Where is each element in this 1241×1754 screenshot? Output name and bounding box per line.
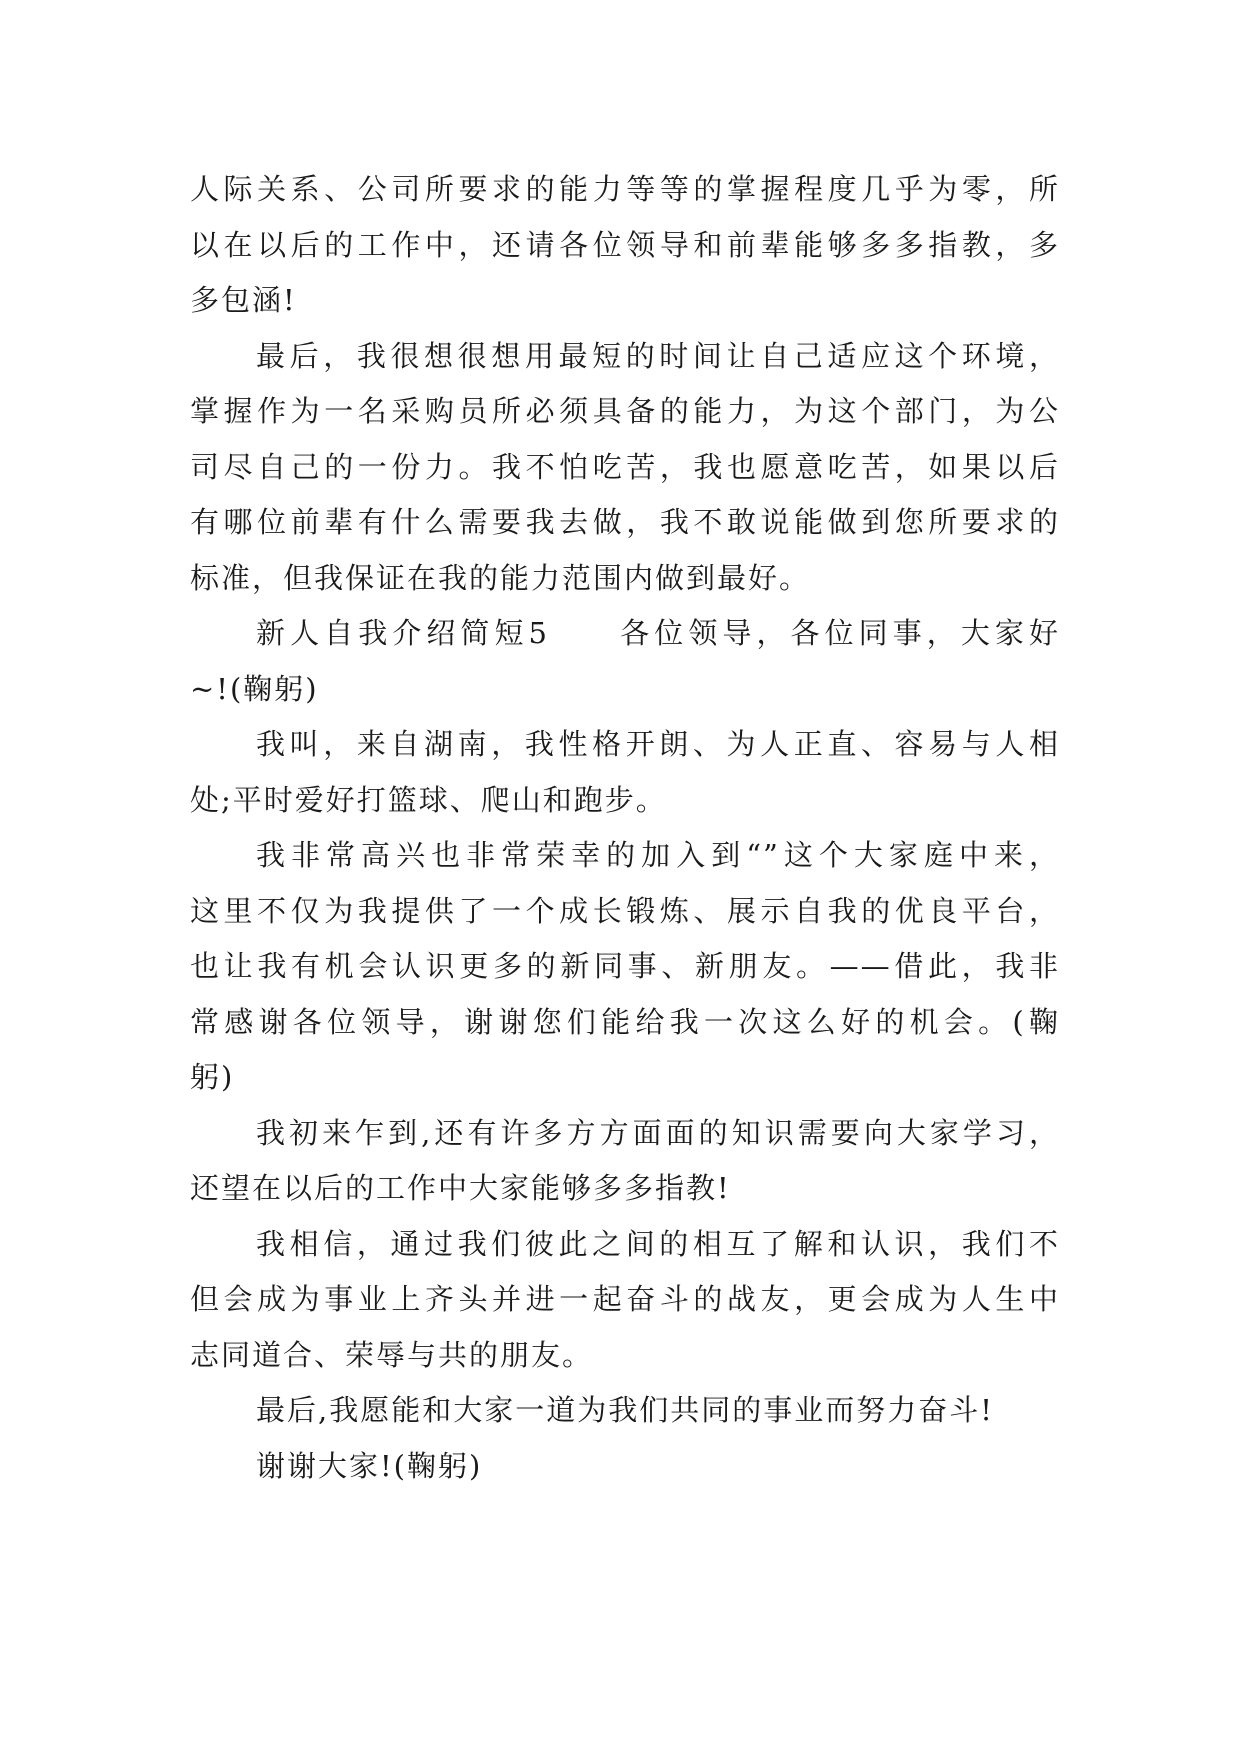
section-heading-line: 新人自我介绍简短5 各位领导，各位同事，大家好 xyxy=(256,616,1060,650)
text-line: 但会成为事业上齐头并进一起奋斗的战友，更会成为人生中 xyxy=(190,1282,1060,1316)
document-body xyxy=(190,162,1060,1494)
text-line: 我叫，来自湖南，我性格开朗、为人正直、容易与人相 xyxy=(256,727,1060,761)
text-line: ~!(鞠躬) xyxy=(190,671,319,706)
text-line: 也让我有机会认识更多的新同事、新朋友。——借此，我非 xyxy=(190,949,1060,983)
text-line: 我相信，通过我们彼此之间的相互了解和认识，我们不 xyxy=(256,1226,1060,1261)
text-line: 还望在以后的工作中大家能够多多指教! xyxy=(190,1171,731,1205)
text-line: 我非常高兴也非常荣幸的加入到“”这个大家庭中来， xyxy=(256,838,1060,872)
text-line: 志同道合、荣辱与共的朋友。 xyxy=(190,1337,594,1372)
text-line: 常感谢各位领导，谢谢您们能给我一次这么好的机会。(鞠 xyxy=(190,1004,1060,1039)
text-line: 掌握作为一名采购员所必须具备的能力，为这个部门，为公 xyxy=(190,394,1060,428)
text-line: 处;平时爱好打篮球、爬山和跑步。 xyxy=(190,782,667,817)
text-line: 最后,我愿能和大家一道为我们共同的事业而努力奋斗! xyxy=(256,1393,994,1427)
text-line: 多包涵! xyxy=(190,283,297,317)
text-line: 司尽自己的一份力。我不怕吃苦，我也愿意吃苦，如果以后 xyxy=(190,449,1060,484)
text-line: 标准，但我保证在我的能力范围内做到最好。 xyxy=(190,560,811,595)
text-line: 这里不仅为我提供了一个成长锻炼、展示自我的优良平台， xyxy=(190,893,1060,928)
closing-line: 谢谢大家!(鞠躬) xyxy=(256,1448,483,1483)
text-line: 躬) xyxy=(190,1060,235,1094)
text-line: 有哪位前辈有什么需要我去做，我不敢说能做到您所要求的 xyxy=(190,505,1060,539)
text-line: 人际关系、公司所要求的能力等等的掌握程度几乎为零，所 xyxy=(190,172,1060,206)
text-line: 最后，我很想很想用最短的时间让自己适应这个环境， xyxy=(256,338,1060,373)
text-line: 我初来乍到,还有许多方方面面的知识需要向大家学习， xyxy=(256,1115,1060,1150)
text-line: 以在以后的工作中，还请各位领导和前辈能够多多指教，多 xyxy=(190,227,1060,262)
